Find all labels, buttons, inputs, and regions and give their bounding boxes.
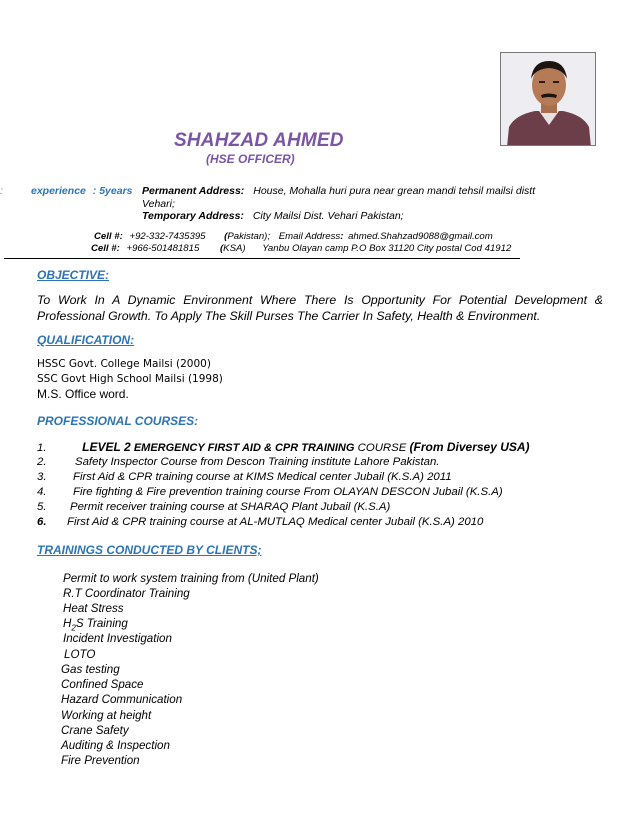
- course-title: First Aid & CPR training course at KIMS Medical center Jubail (K.S.A) 2011: [73, 471, 452, 483]
- training-item: Incident Investigation: [63, 632, 172, 645]
- course-number: 2.: [37, 456, 47, 468]
- cell-number: +92-332-7435395: [129, 231, 206, 242]
- course-number: 4.: [37, 486, 47, 498]
- cell-label: Cell #:: [94, 231, 123, 242]
- course-number: 6.: [37, 516, 47, 528]
- course-title: Permit receiver training course at SHARAQ Plant Jubail (K.S.A): [70, 501, 391, 513]
- trainings-heading: TRAININGS CONDUCTED BY CLIENTS;: [37, 543, 262, 557]
- country-name: Pakistan);: [227, 231, 271, 242]
- permanent-address-label: Permanent Address:: [142, 185, 245, 197]
- profile-photo: [500, 52, 596, 146]
- training-h: H: [63, 617, 72, 630]
- course-item: [37, 501, 390, 513]
- permanent-address-cont: Vehari;: [142, 198, 175, 210]
- training-item: LOTO: [64, 648, 96, 661]
- profile-photo-image: [501, 53, 596, 146]
- course-item: [37, 440, 530, 454]
- course-number: 5.: [37, 501, 47, 513]
- course-level: LEVEL 2: [82, 440, 131, 454]
- training-item: Hazard Communication: [61, 693, 183, 706]
- training-item: Heat Stress: [63, 602, 124, 615]
- qualification-item: SSC Govt High School Mailsi (1998): [37, 373, 223, 385]
- course-title: Fire fighting & Fire prevention training course From OLAYAN DESCON Jubail (K.S.A): [73, 486, 503, 498]
- cell-number: +966-501481815: [126, 243, 200, 254]
- temporary-address-row: [142, 210, 404, 222]
- training-item: R.T Coordinator Training: [63, 587, 190, 600]
- training-item: Permit to work system training from (United Plant): [63, 572, 319, 585]
- course-item: [37, 486, 503, 498]
- candidate-name: SHAHZAD AHMED: [174, 130, 344, 151]
- qualification-heading: QUALIFICATION:: [37, 333, 135, 347]
- qualification-item: HSSC Govt. College Mailsi (2000): [37, 358, 211, 370]
- contact-row-ksa: [91, 243, 511, 254]
- course-provider: (From Diversey USA): [409, 440, 530, 454]
- permanent-address-value: House, Mohalla huri pura near grean mandi tehsil mailsi distt: [253, 185, 536, 197]
- country-paren: (: [224, 231, 228, 242]
- temporary-address-value: City Mailsi Dist. Vehari Pakistan;: [252, 210, 404, 222]
- cell-label: Cell #:: [91, 243, 120, 254]
- country-paren: (: [219, 243, 224, 254]
- training-item: Fire Prevention: [61, 754, 140, 767]
- experience-value: : 5years: [92, 185, 133, 197]
- course-suffix: COURSE: [357, 442, 407, 454]
- course-item: [37, 516, 483, 528]
- objective-heading: OBJECTIVE:: [37, 268, 110, 282]
- email-label: Email Address: [278, 231, 341, 242]
- email-colon: :: [340, 231, 344, 242]
- training-item: Gas testing: [61, 663, 120, 676]
- course-item: [37, 456, 439, 468]
- course-item: [37, 471, 452, 483]
- objective-text: To Work In A Dynamic Environment Where There Is Opportunity For Potential Development & Professional Growth. To Apply The Skill Purses The Carrier In Safety, Health & Environment.: [37, 293, 603, 323]
- training-item: [63, 617, 128, 632]
- course-number: 3.: [37, 471, 47, 483]
- course-title: Safety Inspector Course from Descon Training institute Lahore Pakistan.: [75, 456, 440, 468]
- course-title: EMERGENCY FIRST AID & CPR TRAINING: [133, 442, 355, 454]
- qualification-item: M.S. Office word.: [37, 387, 129, 401]
- temporary-address-label: Temporary Address:: [142, 210, 244, 222]
- email-address: ahmed.Shahzad9088@gmail.com: [348, 231, 493, 242]
- courses-heading: PROFESSIONAL COURSES:: [37, 414, 199, 428]
- header-divider: [4, 258, 520, 259]
- training-item: Confined Space: [61, 678, 144, 691]
- training-s: S Training: [75, 617, 128, 630]
- permanent-address-row: [142, 185, 535, 197]
- contact-row-pakistan: [94, 231, 493, 242]
- country-name: KSA): [223, 243, 246, 254]
- ksa-address: Yanbu Olayan camp P.O Box 31120 City postal Cod 41912: [262, 243, 512, 254]
- training-item: Auditing & Inspection: [61, 739, 170, 752]
- margin-marker: :: [0, 185, 3, 197]
- course-number: 1.: [37, 442, 47, 454]
- training-item: Working at height: [61, 709, 152, 722]
- experience-row: [31, 185, 133, 197]
- candidate-role: (HSE OFFICER): [206, 152, 295, 166]
- training-item: Crane Safety: [61, 724, 129, 737]
- training-subscript: 2: [71, 623, 76, 633]
- experience-label: experience: [31, 185, 86, 197]
- course-title: First Aid & CPR training course at AL-MUTLAQ Medical center Jubail (K.S.A) 2010: [67, 516, 484, 528]
